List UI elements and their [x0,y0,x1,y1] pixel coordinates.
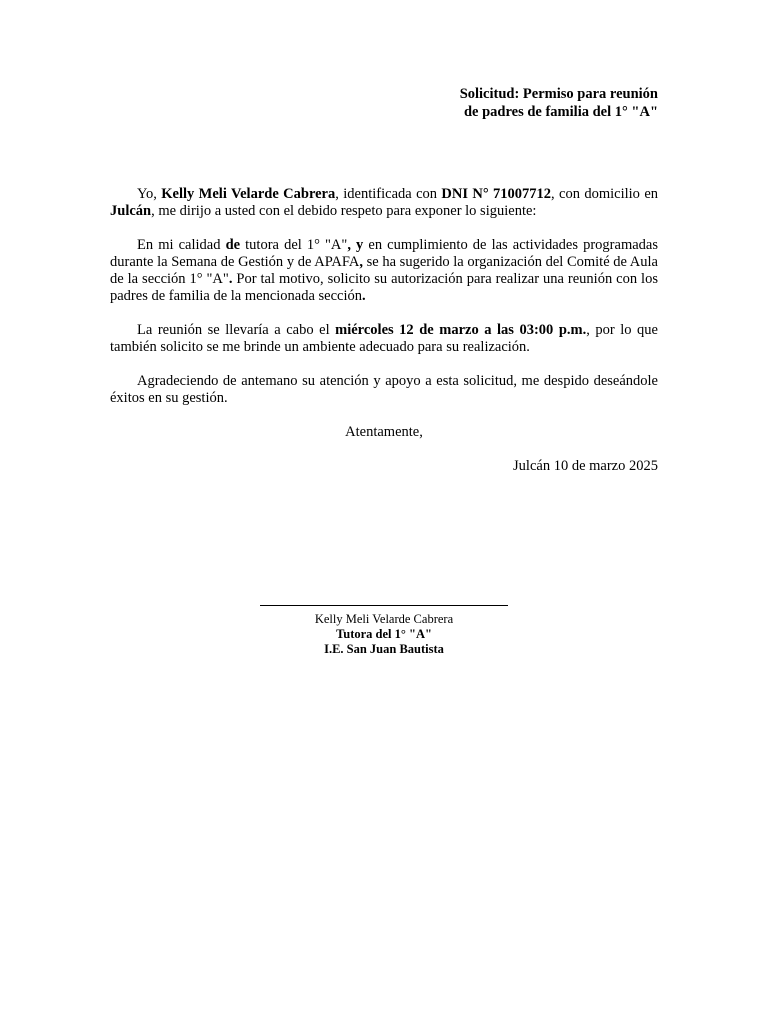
reason-text-5: Por tal motivo, solicito su autorización para realizar una reunión con los padres de familia de la mencionada sección [110,271,658,304]
reason-bold-1: de [225,237,241,253]
letter-body [110,186,658,492]
reason-text-4: se ha sugerido la organización del Comité de Aula de la sección 1° "A" [110,254,658,287]
meeting-text-1: La reunión se llevaría a cabo el [137,322,336,338]
subject-line-2: de padres de familia del 1° "A" [463,104,658,120]
signature-role: Tutora del 1° "A" [336,627,432,641]
reason-bold-3: , [359,254,363,270]
paragraph-reason [110,237,658,305]
signature-school: I.E. San Juan Bautista [324,642,444,656]
paragraph-introduction [110,186,658,220]
meeting-text-2: , por lo que también solicito se me brinde un ambiente adecuado para su realización. [110,322,658,355]
subject-line-1: Solicitud: Permiso para reunión [459,86,658,102]
meeting-datetime: miércoles 12 de marzo a las 03:00 p.m. [335,322,587,338]
letter-date: Julcán 10 de marzo 2025 [513,458,658,474]
intro-text-3: , con domicilio en [551,186,659,202]
paragraph-thanks: Agradeciendo de antemano su atención y apoyo a esta solicitud, me despido deseándole éxitos en su gestión. [110,373,658,406]
signature-name: Kelly Meli Velarde Cabrera [314,612,454,626]
subject-heading [298,85,658,121]
reason-bold-2: , y [347,237,364,253]
author-name: Kelly Meli Velarde Cabrera [161,186,336,202]
reason-text-1: En mi calidad [137,237,226,253]
intro-text-4: , me dirijo a usted con el debido respeto para exponer lo siguiente: [151,203,537,219]
intro-text-2: , identificada con [335,186,442,202]
reason-text-3: en cumplimiento de las actividades programadas durante la Semana de Gestión y de APAFA [110,237,658,270]
reason-text-2: tutora del 1° "A" [240,237,348,253]
paragraph-meeting-details [110,322,658,356]
signature-line [260,605,508,606]
dni-number: DNI N° 71007712 [441,186,552,202]
closing-salutation: Atentamente, [345,424,423,440]
domicile: Julcán [110,203,152,219]
reason-bold-5: . [362,288,366,304]
intro-text-1: Yo, [137,186,162,202]
reason-bold-4: . [228,271,233,287]
signature-block [260,594,508,657]
